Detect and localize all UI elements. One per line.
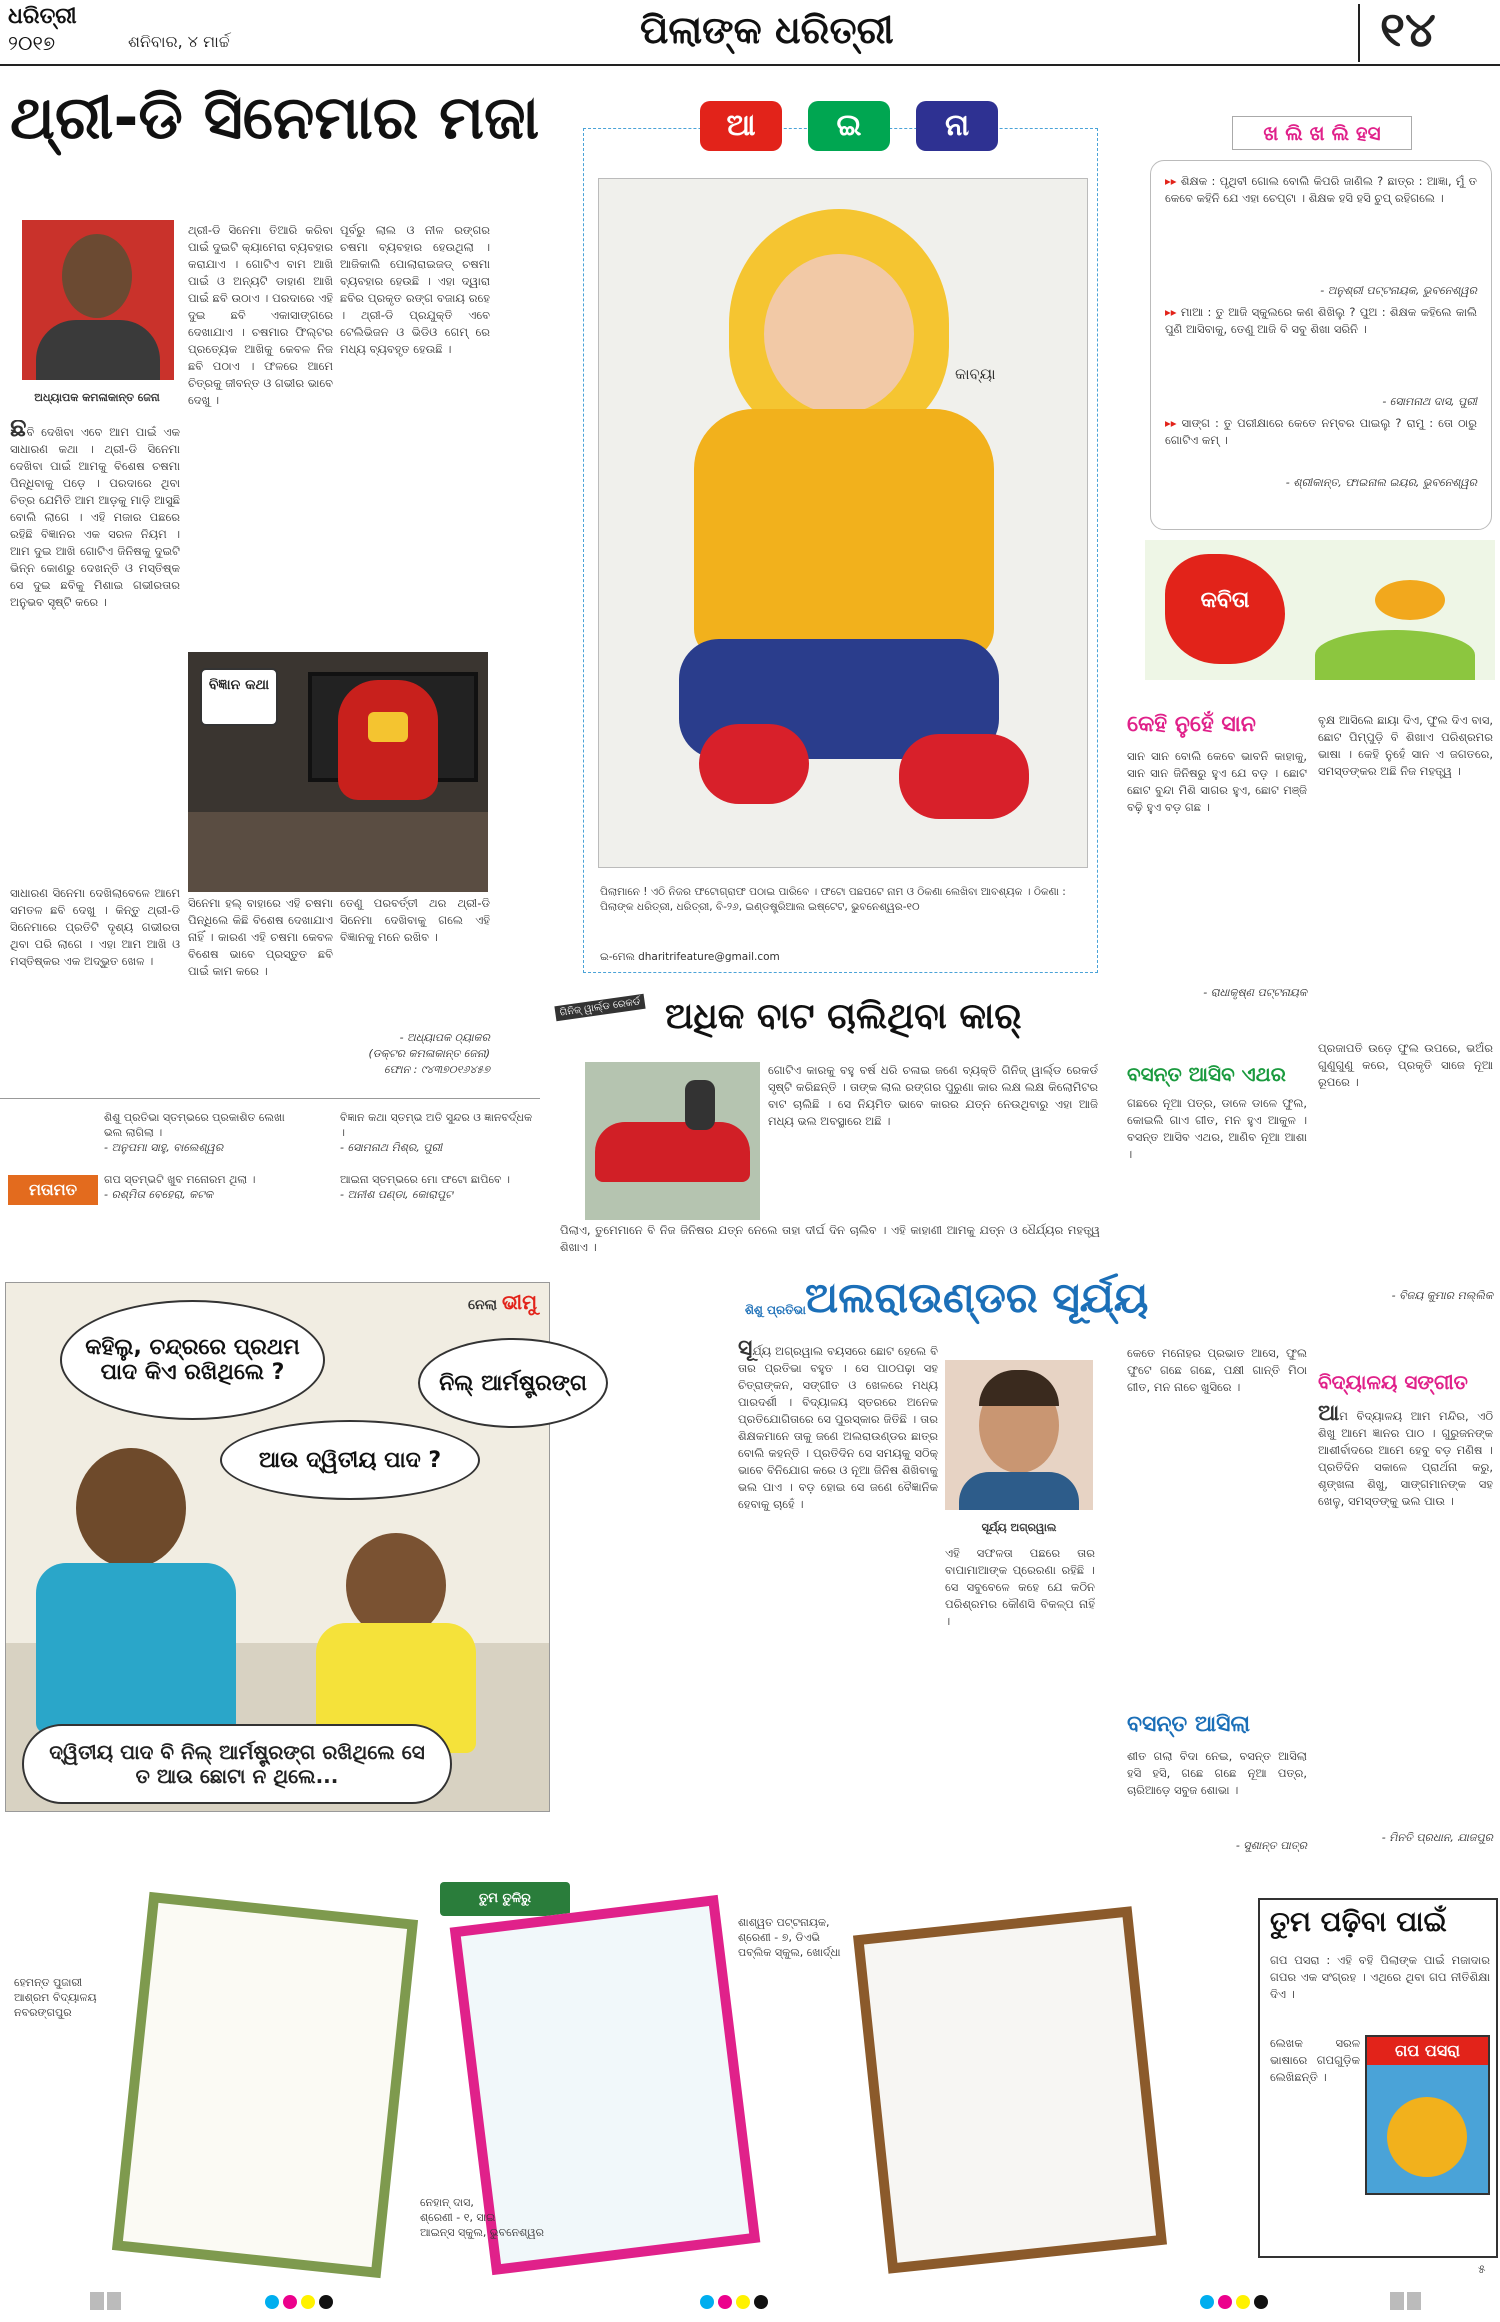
page-number-divider bbox=[1358, 4, 1360, 62]
joke-2-author: - ସୋମନାଥ ଦାସ, ପୁରୀ bbox=[1382, 395, 1477, 408]
drawing-1 bbox=[112, 1892, 418, 2278]
poem2-body-2: ପ୍ରଜାପତି ଉଡ଼େ ଫୁଲ ଉପରେ, ଭଅଁର ଗୁଣୁଗୁଣୁ କରେ, ପ୍ରକୃତି ସାଜେ ନୂଆ ରୂପରେ । bbox=[1318, 1041, 1493, 1089]
drawing-3-caption: ଶାଶ୍ୱତ ପଟ୍ଟନାୟକ, ଶ୍ରେଣୀ - ୭, ଡିଏଭି ପବ୍ଲିକ ସ୍କୁଲ, ଖୋର୍ଦ୍ଧା bbox=[738, 1916, 841, 1959]
joke-2: ▸▸ ମାଆ : ତୁ ଆଜି ସ୍କୁଲରେ କଣ ଶିଖିଲୁ ? ପୁଅ : ଶିକ୍ଷକ କହିଲେ କାଲି ପୁଣି ଆସିବାକୁ, ତେଣୁ ଆଜି ବି ସବୁ ଶିଖା ସରିନି । bbox=[1165, 305, 1477, 336]
matamat-letter-3 bbox=[104, 1172, 304, 1202]
khal-title bbox=[1232, 116, 1412, 150]
lead-column-4: ସାଧାରଣ ସିନେମା ଦେଖିଲାବେଳେ ଆମେ ସମତଳ ଛବି ଦେଖୁ । କିନ୍ତୁ ଥ୍ରୀ-ଡି ସିନେମାରେ ପ୍ରତିଟି ଦୃଶ୍ୟ ଗଭୀରତା ଥିବା ପରି ଲାଗେ । ଏହା ଆମ ଆଖି ଓ ମସ୍ତିଷ୍କର ଏକ ଅଦ୍ଭୁତ ଖେଳ । bbox=[10, 886, 180, 968]
book-cover bbox=[1365, 2035, 1490, 2195]
book-cover-art bbox=[1387, 2097, 1467, 2177]
footer-grey-blocks-right bbox=[1390, 2292, 1424, 2314]
poem3-body-pre: କେତେ ମନୋହର ପ୍ରଭାତ ଆସେ, ଫୁଲ ଫୁଟେ ଗଛେ ଗଛେ, ପକ୍ଷୀ ଗାନ୍ତି ମିଠା ଗୀତ, ମନ ନାଚେ ଖୁସିରେ । bbox=[1127, 1346, 1307, 1394]
logo-title: ଧରିତ୍ରୀ bbox=[8, 4, 77, 29]
books-text-2: ଲେଖକ ସରଳ ଭାଷାରେ ଗପଗୁଡ଼ିକ ଲେଖିଛନ୍ତି । bbox=[1270, 2036, 1360, 2084]
letter-author: - ଅନୁପମା ସାହୁ, ବାଲେଶ୍ୱର bbox=[104, 1141, 224, 1154]
science-badge bbox=[200, 668, 278, 726]
cartoon-brand-2: ଭୀମୁ bbox=[501, 1290, 538, 1314]
kabita-art bbox=[1145, 540, 1495, 680]
page-number: ୧୪ bbox=[1380, 2, 1436, 58]
poem3-body: ଶୀତ ଗଲା ବିଦା ନେଇ, ବସନ୍ତ ଆସିଲା ହସି ହସି, ଗଛେ ଗଛେ ନୂଆ ପତ୍ର, ଚାରିଆଡ଼େ ସବୁଜ ଶୋଭା । bbox=[1127, 1749, 1307, 1797]
masthead-rule bbox=[0, 64, 1500, 66]
car-owner bbox=[685, 1080, 715, 1130]
record-kicker: ଗିନିଜ୍ ୱାର୍ଲ୍ଡ ରେକର୍ଡ bbox=[554, 994, 645, 1021]
lead-byline-1: - ଅଧ୍ୟାପକ ଠ୍ୟାକର bbox=[399, 1031, 490, 1044]
science-badge-label: ବିଜ୍ଞାନ କଥା bbox=[208, 677, 270, 693]
aina-caption: ପିଲାମାନେ ! ଏଠି ନିଜର ଫଟୋଗ୍ରାଫ ପଠାଇ ପାରିବେ । ଫଟୋ ପଛପଟେ ନାମ ଓ ଠିକଣା ଲେଖିବା ଆବଶ୍ୟକ । ଠିକଣା : ପିଲାଙ୍କ ଧରିତ୍ରୀ, ଧରିତ୍ରୀ, ବି-୨୬, ଇଣ୍ଡଷ୍ଟ୍ରିଆଲ ଇଷ୍ଟେଟ, ଭୁବନେଶ୍ୱର-୧୦ bbox=[600, 886, 1066, 913]
poem3-title: ବସନ୍ତ ଆସିଲା bbox=[1127, 1712, 1251, 1737]
poem1-author: - ରାଧାକୃଷ୍ଣ ପଟ୍ଟନାୟକ bbox=[1203, 986, 1307, 999]
letter-text: ବିଜ୍ଞାନ କଥା ସ୍ତମ୍ଭ ଅତି ସୁନ୍ଦର ଓ ଜ୍ଞାନବର୍ଦ୍ଧକ । bbox=[340, 1111, 533, 1139]
man-head bbox=[76, 1448, 186, 1568]
poem1-title: କେହି ନୁହେଁ ସାନ bbox=[1127, 712, 1256, 737]
joke-1-author: - ଅନୁଶ୍ରୀ ପଟ୍ଟନାୟକ, ଭୁବନେଶ୍ୱର bbox=[1320, 284, 1477, 297]
drawing-1-caption: ହେମନ୍ତ ପୁଜାରୀ ଆଶ୍ରମ ବିଦ୍ୟାଳୟ ନବରଙ୍ଗପୁର bbox=[14, 1976, 97, 2019]
poem1-body: ସାନ ସାନ ବୋଲି କେବେ ଭାବନି କାହାକୁ, ସାନ ସାନ ଜିନିଷରୁ ହୁଏ ଯେ ବଡ଼ । ଛୋଟ ଛୋଟ ବୁନ୍ଦା ମିଶି ସାଗର ହୁଏ, ଛୋଟ ମଞ୍ଜି ବଢ଼ି ହୁଏ ବଡ଼ ଗଛ । bbox=[1127, 749, 1307, 814]
poem4-author: - ମିନତି ପ୍ରଧାନ, ଯାଜପୁର bbox=[1381, 1831, 1493, 1844]
khal-box bbox=[1150, 160, 1492, 530]
prodigy-kicker: ଶିଶୁ ପ୍ରତିଭା bbox=[745, 1303, 806, 1317]
lead-column-3: ପୂର୍ବରୁ ଲାଲ ଓ ନୀଳ ରଙ୍ଗର ଚଷମା ବ୍ୟବହାର ହେଉଥିଲା । ଆଜିକାଲି ପୋଲାରାଇଜଡ୍ ଚଷମା ବ୍ୟବହାର ହେଉଛି । ଏହା ଦ୍ୱାରା ଛବିର ପ୍ରକୃତ ରଙ୍ଗ ବଜାୟ ରହେ । ଥ୍ରୀ-ଡି ପ୍ରଯୁକ୍ତି ଏବେ ଟେଲିଭିଜନ ଓ ଭିଡିଓ ଗେମ୍ ରେ ମଧ୍ୟ ବ୍ୟବହୃତ ହେଉଛି । bbox=[340, 223, 490, 356]
author-caption: ଅଧ୍ୟାପକ କମଳାକାନ୍ତ ଜେନା bbox=[34, 391, 160, 404]
author-photo bbox=[22, 220, 174, 380]
poem1-body-2: ବୃକ୍ଷ ଆସିଲେ ଛାୟା ଦିଏ, ଫୁଲ ଦିଏ ବାସ, ଛୋଟ ପିମ୍ପୁଡ଼ି ବି ଶିଖାଏ ପରିଶ୍ରମର ଭାଷା । କେହି ନୁହେଁ ସାନ ଏ ଜଗତରେ, ସମସ୍ତଙ୍କର ଅଛି ନିଜ ମହତ୍ତ୍ୱ । bbox=[1318, 713, 1493, 778]
section-title: ପିଲାଙ୍କ ଧରିତ୍ରୀ bbox=[640, 8, 894, 52]
letter-author: - ସୋମନାଥ ମିଶ୍ର, ପୁରୀ bbox=[340, 1141, 443, 1154]
aina-email: ଇ-ମେଲ dharitrifeature@gmail.com bbox=[600, 951, 780, 963]
prodigy-hair bbox=[979, 1370, 1059, 1406]
lead-headline: ଥ୍ରୀ-ଡି ସିନେମାର ମଜା bbox=[10, 83, 540, 153]
registration-dots-2 bbox=[700, 2294, 772, 2313]
lead-byline-2: (ଡକ୍ଟର କମଳାକାନ୍ତ ଜେନା) bbox=[368, 1047, 490, 1060]
letter-text: ଗପ ସ୍ତମ୍ଭଟି ଖୁବ ମନୋରମ ଥିଲା । bbox=[104, 1173, 256, 1186]
footer-page-marker: ୫ bbox=[1478, 2262, 1486, 2276]
aina-letter-a: ଆ bbox=[700, 101, 782, 151]
man-shirt bbox=[36, 1563, 236, 1733]
footer-grey-blocks bbox=[90, 2292, 124, 2314]
speech-bubble-3: ଆଉ ଦ୍ୱିତୀୟ ପାଦ ? bbox=[220, 1420, 480, 1500]
books-title: ତୁମ ପଢ଼ିବା ପାଇଁ bbox=[1270, 1905, 1447, 1938]
author-shirt bbox=[36, 320, 160, 380]
letter-text: ଆଇନା ସ୍ତମ୍ଭରେ ମୋ ଫଟୋ ଛାପିବେ । bbox=[340, 1173, 510, 1186]
cartoon-brand-1: ନେଲା bbox=[468, 1297, 498, 1313]
drawing-3 bbox=[853, 1906, 1167, 2273]
lead-column-1: ଛବି ଦେଖିବା ଏବେ ଆମ ପାଇଁ ଏକ ସାଧାରଣ କଥା । ଥ୍ରୀ-ଡି ସିନେମା ଦେଖିବା ପାଇଁ ଆମକୁ ବିଶେଷ ଚଷମା ପିନ୍ଧିବାକୁ ପଡ଼େ । ପରଦାରେ ଥିବା ଚିତ୍ର ଯେମିତି ଆମ ଆଡ଼କୁ ମାଡ଼ି ଆସୁଛି ବୋଲି ଲାଗେ । ଏହି ମଜାର ପଛରେ ରହିଛି ବିଜ୍ଞାନର ଏକ ସରଳ ନିୟମ । ଆମ ଦୁଇ ଆଖି ଗୋଟିଏ ଜିନିଷକୁ ଦୁଇଟି ଭିନ୍ନ କୋଣରୁ ଦେଖନ୍ତି ଓ ମସ୍ତିଷ୍କ ସେ ଦୁଇ ଛବିକୁ ମିଶାଇ ଗଭୀରତାର ଅନୁଭବ ସୃଷ୍ଟି କରେ । bbox=[10, 420, 180, 609]
matamat-letter-4 bbox=[340, 1172, 535, 1202]
matamat-label bbox=[8, 1175, 98, 1205]
gallery-badge-text: ତୁମ ତୁଳିରୁ bbox=[478, 1891, 532, 1906]
gallery-badge bbox=[440, 1882, 570, 1916]
ironman-mask bbox=[368, 712, 408, 742]
aina-letter-na: ନା bbox=[916, 101, 998, 151]
speech-bubble-1: କହିଲୁ, ଚନ୍ଦ୍ରରେ ପ୍ରଥମ ପାଦ କିଏ ରଖିଥିଲେ ? bbox=[60, 1300, 325, 1420]
logo bbox=[8, 4, 118, 60]
prodigy-shirt bbox=[959, 1472, 1079, 1510]
joke-3: ▸▸ ସାଙ୍ଗ : ତୁ ପରୀକ୍ଷାରେ କେତେ ନମ୍ବର ପାଇଲୁ ? ରାମୁ : ତୋ ଠାରୁ ଗୋଟିଏ କମ୍ । bbox=[1165, 416, 1477, 447]
prodigy-column-2: ଏହି ସଫଳତା ପଛରେ ତାର ବାପାମାଆଙ୍କ ପ୍ରେରଣା ରହିଛି । ସେ ସବୁବେଳେ କହେ ଯେ କଠିନ ପରିଶ୍ରମର କୌଣସି ବିକଳ୍ପ ନାହିଁ । bbox=[945, 1546, 1095, 1628]
record-body-2: ପିଲାଏ, ତୁମେମାନେ ବି ନିଜ ଜିନିଷର ଯତ୍ନ ନେଲେ ତାହା ଦୀର୍ଘ ଦିନ ଚାଲିବ । ଏହି କାହାଣୀ ଆମକୁ ଯତ୍ନ ଓ ଧୈର୍ଯ୍ୟର ମହତ୍ତ୍ୱ ଶିଖାଏ । bbox=[560, 1223, 1100, 1254]
author-face bbox=[62, 234, 132, 318]
logo-year: ୨୦୧୭ bbox=[8, 31, 56, 55]
prodigy-headline: ଅଲରାଉଣ୍ଡର ସୂର୍ଯ୍ୟ bbox=[805, 1273, 1149, 1322]
baby-shoe-left bbox=[699, 724, 809, 804]
baby-shoe-right bbox=[899, 734, 1029, 819]
record-headline: ଅଧିକ ବାଟ ଚାଲିଥିବା କାର୍ bbox=[665, 996, 1022, 1037]
poem2-title: ବସନ୍ତ ଆସିବ ଏଥର bbox=[1127, 1062, 1286, 1086]
cartoon-brand bbox=[468, 1290, 537, 1314]
red-car bbox=[595, 1122, 750, 1182]
lead-column-5: ସିନେମା ହଲ୍ ବାହାରେ ଏହି ଚଷମା ପିନ୍ଧିଲେ କିଛି ବିଶେଷ ଦେଖାଯାଏ ନାହିଁ । କାରଣ ଏହି ଚଷମା କେବଳ ବିଶେଷ ଭାବେ ପ୍ରସ୍ତୁତ ଛବି ପାଇଁ କାମ କରେ । bbox=[188, 896, 333, 978]
baby-face bbox=[764, 254, 914, 414]
letter-author: - ଅନୀଶ ପଣ୍ଡା, କୋରାପୁଟ bbox=[340, 1188, 453, 1201]
matamat-rule bbox=[0, 1098, 540, 1099]
poem4-title: ବିଦ୍ୟାଳୟ ସଙ୍ଗୀତ bbox=[1318, 1370, 1468, 1394]
masthead bbox=[0, 0, 1500, 66]
poem4-body: ଆମ ବିଦ୍ୟାଳୟ ଆମ ମନ୍ଦିର, ଏଠି ଶିଖୁ ଆମେ ଜ୍ଞାନର ପାଠ । ଗୁରୁଜନଙ୍କ ଆଶୀର୍ବାଦରେ ଆମେ ହେବୁ ବଡ଼ ମଣିଷ । ପ୍ରତିଦିନ ସକାଳେ ପ୍ରାର୍ଥନା କରୁ, ଶୃଙ୍ଖଳା ଶିଖୁ, ସାଙ୍ଗମାନଙ୍କ ସହ ଖେଳୁ, ସମସ୍ତଙ୍କୁ ଭଲ ପାଉ । bbox=[1318, 1405, 1493, 1508]
lead-column-2: ଥ୍ରୀ-ଡି ସିନେମା ତିଆରି କରିବା ପାଇଁ ଦୁଇଟି କ୍ୟାମେରା ବ୍ୟବହାର କରାଯାଏ । ଗୋଟିଏ ବାମ ଆଖି ପାଇଁ ଓ ଅନ୍ୟଟି ଡାହାଣ ଆଖି ପାଇଁ ଛବି ଉଠାଏ । ପରଦାରେ ଏହି ଦୁଇ ଛବି ଏକାସାଙ୍ଗରେ ଦେଖାଯାଏ । ଚଷମାର ଫିଲ୍ଟର ପ୍ରତ୍ୟେକ ଆଖିକୁ କେବଳ ନିଜ ଛବି ପଠାଏ । ଫଳରେ ଆମେ ଚିତ୍ରକୁ ଜୀବନ୍ତ ଓ ଗଭୀର ଭାବେ ଦେଖୁ । bbox=[188, 223, 333, 407]
footer-marks bbox=[0, 2292, 1500, 2318]
books-text: ଗପ ପସରା : ଏହି ବହି ପିଲାଙ୍କ ପାଇଁ ମଜାଦାର ଗପର ଏକ ସଂଗ୍ରହ । ଏଥିରେ ଥିବା ଗପ ନୀତିଶିକ୍ଷା ଦିଏ । bbox=[1270, 1953, 1490, 2001]
aina-name-tag: କାବ୍ୟା bbox=[955, 365, 996, 383]
letter-author: - ରଶ୍ମିତା ବେହେରା, କଟକ bbox=[104, 1188, 214, 1201]
prodigy-photo bbox=[945, 1360, 1093, 1510]
speech-bubble-4: ଦ୍ୱିତୀୟ ପାଦ ବି ନିଲ୍ ଆର୍ମଷ୍ଟ୍ରଙ୍ଗ ରଖିଥିଲେ ସେ ତ ଆଉ ଛୋଟା ନ ଥିଲେ... bbox=[22, 1724, 452, 1804]
joke-3-author: - ଶ୍ରୀକାନ୍ତ, ଫାଇନାଲ ଇୟର, ଭୁବନେଶ୍ୱର bbox=[1285, 476, 1477, 489]
matamat-letter-1 bbox=[104, 1110, 304, 1155]
lead-contact: ଫୋନ : ୯୪୩୭୦୧୬୪୫୭ bbox=[383, 1063, 490, 1076]
joke-1: ▸▸ ଶିକ୍ଷକ : ପୃଥିବୀ ଗୋଲ ବୋଲି କିପରି ଜାଣିଲ ? ଛାତ୍ର : ଆଜ୍ଞା, ମୁଁ ତ କେବେ କହିନି ଯେ ଏହା ଚେପ୍ଟା । ଶିକ୍ଷକ ହସି ହସି ଚୁପ୍ ରହିଗଲେ । bbox=[1165, 174, 1477, 205]
letter-text: ଶିଶୁ ପ୍ରତିଭା ସ୍ତମ୍ଭରେ ପ୍ରକାଶିତ ଲେଖା ଭଲ ଲାଗିଲା । bbox=[104, 1111, 285, 1139]
prodigy-column-1: ସୂର୍ଯ୍ୟ ଅଗ୍ରୱାଲ ବୟସରେ ଛୋଟ ହେଲେ ବି ତାର ପ୍ରତିଭା ବହୁତ । ସେ ପାଠପଢ଼ା ସହ ଚିତ୍ରାଙ୍କନ, ସଙ୍ଗୀତ ଓ ଖେଳରେ ମଧ୍ୟ ପାରଦର୍ଶୀ । ବିଦ୍ୟାଳୟ ସ୍ତରରେ ଅନେକ ପ୍ରତିଯୋଗିତାରେ ସେ ପୁରସ୍କାର ଜିତିଛି । ତାର ଶିକ୍ଷକମାନେ ତାକୁ ଜଣେ ଅଲରାଉଣ୍ଡର ଛାତ୍ର ବୋଲି କହନ୍ତି । ପ୍ରତିଦିନ ସେ ସମୟକୁ ସଠିକ୍ ଭାବେ ବିନିଯୋଗ କରେ ଓ ନୂଆ ଜିନିଷ ଶିଖିବାକୁ ଭଲ ପାଏ । ବଡ଼ ହୋଇ ସେ ଜଣେ ବୈଜ୍ଞାନିକ ହେବାକୁ ଚାହେଁ । bbox=[738, 1340, 938, 1511]
bee bbox=[1375, 580, 1445, 620]
aina-photo bbox=[598, 178, 1088, 868]
registration-dots-3 bbox=[1200, 2294, 1272, 2313]
book-cover-title: ଗପ ପସରା bbox=[1367, 2037, 1488, 2065]
speech-bubble-2: ନିଲ୍ ଆର୍ମଷ୍ଟ୍ରଙ୍ଗ bbox=[418, 1338, 608, 1428]
poem2-author: - ବିଜୟ କୁମାର ମଲ୍ଲିକ bbox=[1391, 1289, 1493, 1302]
kabita-art-label: କବିତା bbox=[1200, 588, 1250, 613]
aina-title bbox=[700, 95, 1000, 155]
date-line: ଶନିବାର, ୪ ମାର୍ଚ୍ଚ bbox=[128, 32, 230, 51]
registration-dots-1 bbox=[265, 2294, 337, 2313]
matamat-letter-2 bbox=[340, 1110, 535, 1155]
matamat-label-text: ମତାମତ bbox=[28, 1180, 78, 1199]
lead-column-6: ତେଣୁ ପରବର୍ତ୍ତୀ ଥର ଥ୍ରୀ-ଡି ସିନେମା ଦେଖିବାକୁ ଗଲେ ଏହି ବିଜ୍ଞାନକୁ ମନେ ରଖିବ । bbox=[340, 896, 490, 944]
prodigy-photo-caption: ସୂର୍ଯ୍ୟ ଅଗ୍ରୱାଲ bbox=[981, 1521, 1057, 1534]
poem3-author: - ସୁଶାନ୍ତ ପାତ୍ର bbox=[1235, 1839, 1307, 1852]
khal-title-text: ଖ ଲି ଖ ଲି ହସ bbox=[1263, 121, 1381, 145]
flower-bed bbox=[1315, 630, 1475, 680]
record-body-1: ଗୋଟିଏ କାରକୁ ବହୁ ବର୍ଷ ଧରି ଚଳାଇ ଜଣେ ବ୍ୟକ୍ତି ଗିନିଜ୍ ୱାର୍ଲ୍ଡ ରେକର୍ଡ ସୃଷ୍ଟି କରିଛନ୍ତି । ତାଙ୍କ ଲାଲ ରଙ୍ଗର ପୁରୁଣା କାର ଲକ୍ଷ ଲକ୍ଷ କିଲୋମିଟର ବାଟ ଚାଲିଛି । ସେ ନିୟମିତ ଭାବେ କାରର ଯତ୍ନ ନେଉଥିବାରୁ ଏହା ଆଜି ମଧ୍ୟ ଭଲ ଅବସ୍ଥାରେ ଅଛି । bbox=[768, 1063, 1098, 1128]
baby-jacket bbox=[694, 409, 994, 659]
aina-letter-i: ଇ bbox=[808, 101, 890, 151]
room-floor bbox=[188, 812, 488, 892]
drawing-2-caption: ନେହାନ୍ ଦାସ, ଶ୍ରେଣୀ - ୧, ସାଇ ଆଇନ୍ସ ସ୍କୁଲ, ଭୁବନେଶ୍ୱର bbox=[420, 2196, 544, 2239]
poem2-body: ଗଛରେ ନୂଆ ପତ୍ର, ଡାଳେ ଡାଳେ ଫୁଲ, କୋଇଲି ଗାଏ ଗୀତ, ମନ ହୁଏ ଆକୁଳ । ବସନ୍ତ ଆସିବ ଏଥର, ଆଣିବ ନୂଆ ଆଶା । bbox=[1127, 1096, 1307, 1161]
record-photo bbox=[585, 1062, 760, 1220]
